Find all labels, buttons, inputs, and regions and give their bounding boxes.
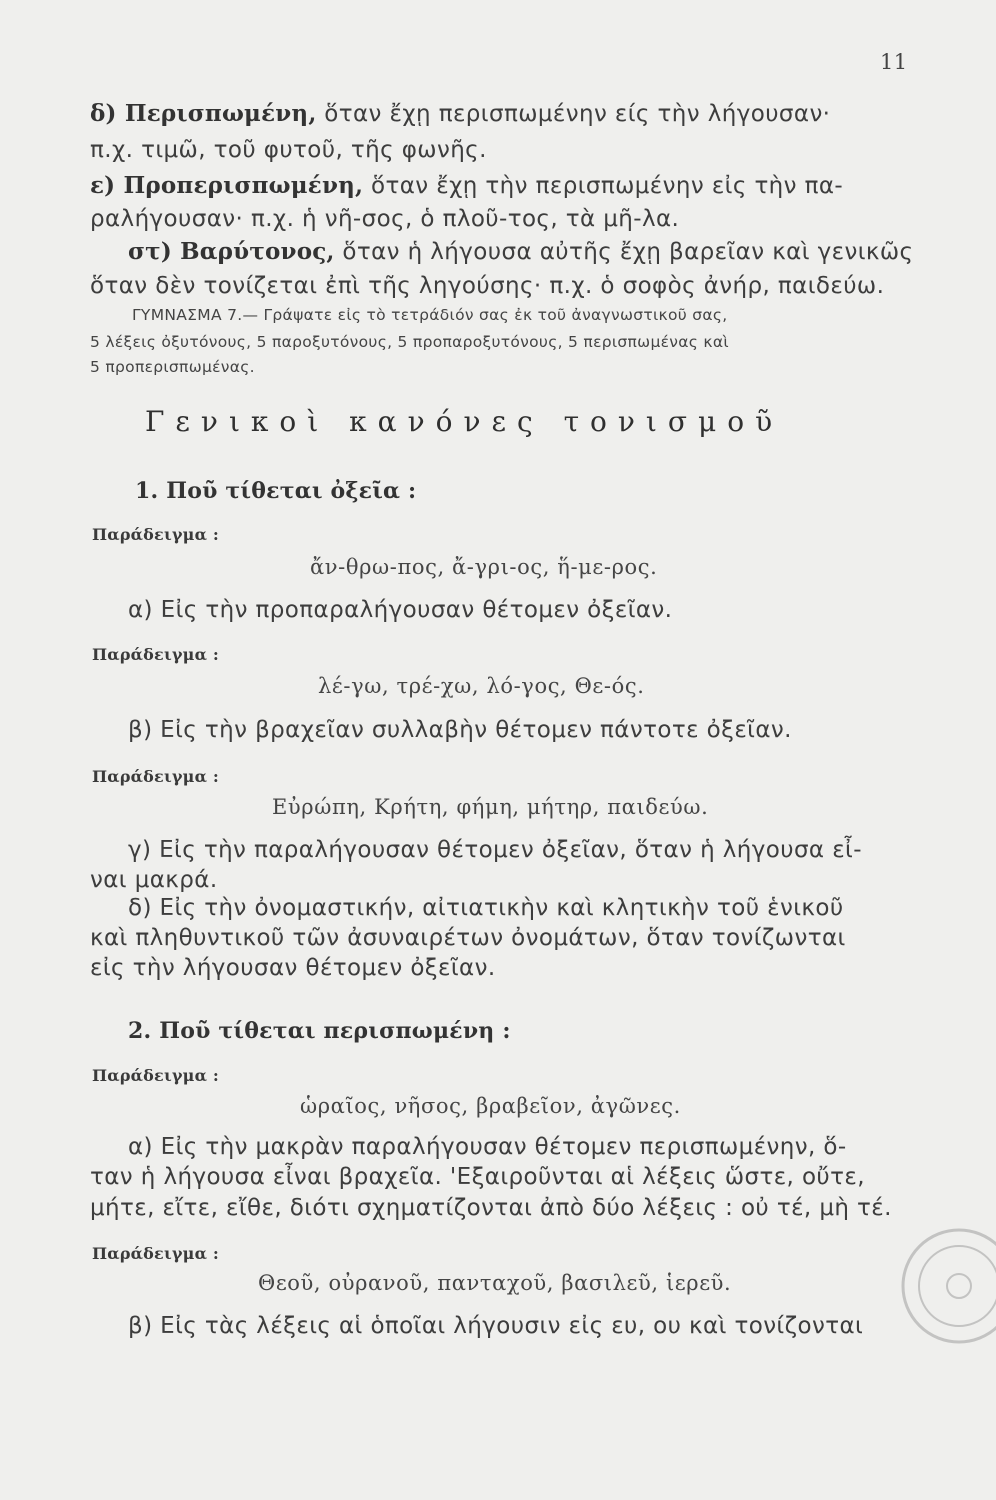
rule-a-perispomeni-line2: ταν ἡ λήγουσα εἶναι βραχεῖα. 'Εξαιροῦνται αἱ λέξεις ὥστε, οὔτε, (90, 1164, 865, 1190)
rule-d-oxeia-line1: δ) Εἰς τὴν ὀνομαστικήν, αἰτιατικὴν καὶ κλητικὴν τοῦ ἑνικοῦ (128, 895, 844, 921)
rule-st-barytonos (128, 238, 913, 265)
rule-e-text: ὅταν ἔχῃ τὴν περισπωμένην εἰς τὴν πα- (363, 173, 844, 199)
rule-a-perispomeni-line3: μήτε, εἴτε, εἴθε, διότι σχηματίζονται ἀπὸ δύο λέξεις : οὐ τέ, μὴ τέ. (90, 1195, 892, 1221)
example-label: Παράδειγμα : (92, 767, 219, 786)
exercise-7-line1: ΓΥΜΝΑΣΜΑ 7.— Γράψατε εἰς τὸ τετράδιόν σας ἐκ τοῦ ἀναγνωστικοῦ σας, (132, 306, 728, 324)
section2-title: 2. Ποῦ τίθεται περισπωμένη : (128, 1018, 511, 1044)
rule-b-perispomeni-line1: β) Εἰς τὰς λέξεις αἱ ὁποῖαι λήγουσιν εἰς ευ, ου καὶ τονίζονται (128, 1313, 864, 1339)
library-stamp (898, 1225, 996, 1347)
rule-d-oxeia-line3: εἰς τὴν λήγουσαν θέτομεν ὀξεῖαν. (90, 955, 496, 981)
page-number: 11 (880, 50, 908, 74)
rule-e-properispomeni (90, 172, 843, 199)
exercise-7-line2: 5 λέξεις ὀξυτόνους, 5 παροξυτόνους, 5 προπαροξυτόνους, 5 περισπωμένας καὶ (90, 333, 729, 351)
rule-st-text: ὅταν ἡ λήγουσα αὐτῆς ἔχῃ βαρεῖαν καὶ γενικῶς (334, 239, 914, 265)
example-proparoxytones: ἄν-θρω-πος, ἄ-γρι-ος, ἥ-με-ρος. (310, 555, 658, 579)
term-perispomeni: δ) Περισπωμένη, (90, 100, 317, 127)
rule-a-perispomeni-line1: α) Εἰς τὴν μακρὰν παραλήγουσαν θέτομεν περισπωμένην, ὅ- (128, 1134, 847, 1160)
rule-st-line2: ὅταν δὲν τονίζεται ἐπὶ τῆς ληγούσης· π.χ. ὁ σοφὸς ἀνήρ, παιδεύω. (90, 273, 885, 299)
example-label: Παράδειγμα : (92, 645, 219, 664)
example-short-syllable: Εὐρώπη, Κρήτη, φήμη, μήτηρ, παιδεύω. (272, 795, 709, 819)
example-label: Παράδειγμα : (92, 1066, 219, 1085)
rule-c-oxeia-line2: ναι μακρά. (90, 867, 218, 893)
exercise-7-line3: 5 προπερισπωμένας. (90, 358, 255, 376)
rule-d-oxeia-line2: καὶ πληθυντικοῦ τῶν ἀσυναιρέτων ὀνομάτων, ὅταν τονίζωνται (90, 925, 846, 951)
rule-d-perispomeni (90, 100, 830, 127)
example-perispomeni-endings: Θεοῦ, οὐρανοῦ, πανταχοῦ, βασιλεῦ, ἱερεῦ. (258, 1271, 732, 1295)
example-paroxytones: λέ-γω, τρέ-χω, λό-γος, Θε-ός. (318, 674, 645, 698)
rule-a-oxeia: α) Εἰς τὴν προπαραλήγουσαν θέτομεν ὀξεῖαν. (128, 597, 673, 623)
section1-title: 1. Ποῦ τίθεται ὀξεῖα : (135, 478, 417, 504)
term-properispomeni: ε) Προπερισπωμένη, (90, 172, 364, 199)
example-label: Παράδειγμα : (92, 525, 219, 544)
rule-c-oxeia-line1: γ) Εἰς τὴν παραλήγουσαν θέτομεν ὀξεῖαν, ὅταν ἡ λήγουσα εἶ- (128, 837, 862, 863)
example-label: Παράδειγμα : (92, 1244, 219, 1263)
rule-d-text: ὅταν ἔχῃ περισπωμένην είς τὴν λήγουσαν· (316, 101, 831, 127)
example-perispomenes: ὡραῖος, νῆσος, βραβεῖον, ἀγῶνες. (300, 1094, 681, 1118)
rule-b-oxeia: β) Εἰς τὴν βραχεῖαν συλλαβὴν θέτομεν πάντοτε ὀξεῖαν. (128, 717, 792, 743)
section-heading: Γενικοὶ κανόνες τονισμοῦ (145, 405, 784, 438)
term-barytonos: στ) Βαρύτονος, (128, 238, 335, 265)
rule-d-line2: π.χ. τιμῶ, τοῦ φυτοῦ, τῆς φωνῆς. (90, 137, 487, 163)
rule-e-line2: ραλήγουσαν· π.χ. ἡ νῆ-σος, ὁ πλοῦ-τος, τὰ μῆ-λα. (90, 206, 680, 232)
